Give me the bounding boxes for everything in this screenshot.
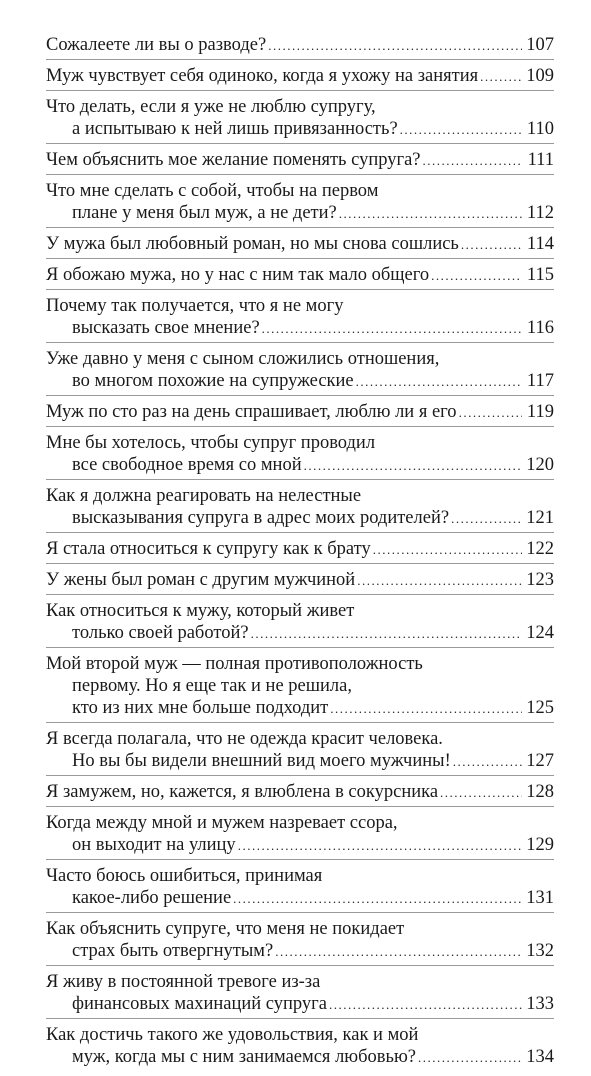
- toc-entry-title: Сожалеете ли вы о разводе?: [46, 35, 267, 55]
- toc-entry-line: [46, 34, 554, 57]
- toc-entry-title: высказать свое мнение?: [72, 318, 260, 338]
- dot-leader: [339, 203, 522, 225]
- toc-entry-title: Почему так получается, что я не могу: [46, 296, 344, 316]
- toc-entry[interactable]: [46, 401, 554, 427]
- toc-entry-line: [46, 834, 554, 857]
- toc-entry-title: все свободное время со мной: [72, 455, 302, 475]
- toc-page-number: 117: [526, 371, 554, 391]
- toc-entry[interactable]: [46, 180, 554, 228]
- toc-entry-line: [46, 1024, 554, 1046]
- toc-entry-line: [46, 728, 554, 750]
- toc-entry[interactable]: [46, 485, 554, 533]
- toc-entry-line: [46, 485, 554, 507]
- table-of-contents: [46, 34, 554, 1076]
- toc-entry-title: Я живу в постоянной тревоге из-за: [46, 972, 321, 992]
- toc-entry[interactable]: [46, 781, 554, 807]
- toc-entry-line: [46, 295, 554, 317]
- toc-entry-title: Как достичь такого же удовольствия, как и мой: [46, 1025, 419, 1045]
- toc-entry-line: [46, 697, 554, 720]
- toc-page-number: 120: [526, 455, 554, 475]
- toc-entry[interactable]: [46, 295, 554, 343]
- toc-entry-title: Как относиться к мужу, который живет: [46, 601, 355, 621]
- toc-page-number: 107: [526, 35, 554, 55]
- toc-entry-title: Что делать, если я уже не люблю супругу,: [46, 97, 376, 117]
- toc-entry-line: [46, 149, 554, 172]
- dot-leader: [262, 318, 522, 340]
- toc-entry-line: [46, 569, 554, 592]
- toc-entry-line: [46, 317, 554, 340]
- dot-leader: [400, 119, 522, 141]
- toc-entry[interactable]: [46, 865, 554, 913]
- toc-page-number: 129: [526, 835, 554, 855]
- toc-entry-title: Чем объяснить мое желание поменять супруга?: [46, 150, 421, 170]
- dot-leader: [233, 888, 522, 910]
- toc-entry-line: [46, 1046, 554, 1069]
- toc-entry[interactable]: [46, 96, 554, 144]
- toc-entry[interactable]: [46, 233, 554, 259]
- toc-page-number: 122: [526, 539, 554, 559]
- toc-page-number: 116: [526, 318, 554, 338]
- toc-entry-title: Часто боюсь ошибиться, принимая: [46, 866, 323, 886]
- toc-entry-title: У мужа был любовный роман, но мы снова сошлись: [46, 234, 459, 254]
- toc-entry[interactable]: [46, 600, 554, 648]
- toc-entry[interactable]: [46, 34, 554, 60]
- dot-leader: [238, 835, 522, 857]
- toc-page-number: 132: [526, 941, 554, 961]
- dot-leader: [453, 751, 522, 773]
- toc-page-number: 109: [526, 66, 554, 86]
- toc-entry-title: страх быть отвергнутым?: [72, 941, 274, 961]
- dot-leader: [329, 994, 522, 1016]
- dot-leader: [440, 782, 522, 804]
- toc-entry-line: [46, 233, 554, 256]
- toc-entry-line: [46, 348, 554, 370]
- toc-entry[interactable]: [46, 264, 554, 290]
- toc-entry-line: [46, 653, 554, 675]
- toc-entry-line: [46, 401, 554, 424]
- toc-entry[interactable]: [46, 812, 554, 860]
- toc-entry-title: Муж чувствует себя одиноко, когда я ухожу на занятия: [46, 66, 479, 86]
- toc-entry[interactable]: [46, 149, 554, 175]
- dot-leader: [275, 941, 522, 963]
- toc-entry-line: [46, 675, 554, 697]
- toc-entry-title: Мне бы хотелось, чтобы супруг проводил: [46, 433, 376, 453]
- toc-page-number: 124: [526, 623, 554, 643]
- toc-entry-title: Муж по сто раз на день спрашивает, люблю ли я его: [46, 402, 457, 422]
- toc-entry-title: Что мне сделать с собой, чтобы на первом: [46, 181, 379, 201]
- toc-entry-line: [46, 538, 554, 561]
- toc-entry-title: высказывания супруга в адрес моих родителей?: [72, 508, 450, 528]
- toc-entry[interactable]: [46, 918, 554, 966]
- toc-entry[interactable]: [46, 538, 554, 564]
- toc-entry-title: кто из них мне больше подходит: [72, 698, 329, 718]
- toc-entry-line: [46, 918, 554, 940]
- toc-entry[interactable]: [46, 1024, 554, 1071]
- toc-page-number: 121: [526, 508, 554, 528]
- dot-leader: [330, 698, 522, 720]
- toc-entry-line: [46, 622, 554, 645]
- toc-entry-line: [46, 781, 554, 804]
- toc-entry-title: Когда между мной и мужем назревает ссора,: [46, 813, 398, 833]
- dot-leader: [373, 539, 522, 561]
- toc-entry-line: [46, 264, 554, 287]
- toc-entry-line: [46, 454, 554, 477]
- toc-page-number: 119: [526, 402, 554, 422]
- dot-leader: [304, 455, 522, 477]
- toc-entry[interactable]: [46, 432, 554, 480]
- dot-leader: [480, 66, 522, 88]
- toc-entry[interactable]: [46, 728, 554, 776]
- toc-page-number: 114: [526, 234, 554, 254]
- toc-entry-line: [46, 96, 554, 118]
- toc-entry-line: [46, 940, 554, 963]
- dot-leader: [356, 371, 522, 393]
- dot-leader: [461, 234, 522, 256]
- toc-entry-title: Как объяснить супруге, что меня не покидает: [46, 919, 405, 939]
- dot-leader: [251, 623, 522, 645]
- toc-entry-title: первому. Но я еще так и не решила,: [72, 676, 352, 696]
- toc-entry-title: муж, когда мы с ним занимаемся любовью?: [72, 1047, 416, 1067]
- toc-page-number: 115: [526, 265, 554, 285]
- toc-entry[interactable]: [46, 971, 554, 1019]
- toc-entry-title: финансовых махинаций супруга: [72, 994, 327, 1014]
- toc-entry-line: [46, 993, 554, 1016]
- toc-entry-line: [46, 202, 554, 225]
- toc-entry-line: [46, 118, 554, 141]
- dot-leader: [357, 570, 522, 592]
- toc-entry-line: [46, 887, 554, 910]
- toc-page-number: 134: [526, 1047, 554, 1067]
- toc-entry[interactable]: [46, 569, 554, 595]
- toc-entry-title: Но вы бы видели внешний вид моего мужчины!: [72, 751, 451, 771]
- dot-leader: [431, 265, 522, 287]
- toc-page-number: 128: [526, 782, 554, 802]
- dot-leader: [423, 150, 522, 172]
- toc-entry-line: [46, 812, 554, 834]
- toc-entry-title: Я замужем, но, кажется, я влюблена в сокурсника: [46, 782, 439, 802]
- toc-entry-line: [46, 65, 554, 88]
- toc-entry-line: [46, 180, 554, 202]
- toc-entry-title: Я обожаю мужа, но у нас с ним так мало общего: [46, 265, 430, 285]
- toc-page-number: 111: [527, 150, 554, 170]
- toc-page-number: 133: [526, 994, 554, 1014]
- toc-page-number: 110: [526, 119, 554, 139]
- toc-page-number: 125: [526, 698, 554, 718]
- toc-entry-title: Я стала относиться к супругу как к брату: [46, 539, 371, 559]
- toc-entry-line: [46, 432, 554, 454]
- toc-entry-title: Мой второй муж — полная противоположность: [46, 654, 423, 674]
- toc-entry-line: [46, 600, 554, 622]
- toc-entry-line: [46, 750, 554, 773]
- toc-entry-line: [46, 507, 554, 530]
- toc-entry-title: Как я должна реагировать на нелестные: [46, 486, 362, 506]
- toc-entry-title: только своей работой?: [72, 623, 249, 643]
- dot-leader: [268, 35, 522, 57]
- toc-page-number: 127: [526, 751, 554, 771]
- toc-entry-line: [46, 865, 554, 887]
- toc-entry[interactable]: [46, 65, 554, 91]
- toc-entry-title: У жены был роман с другим мужчиной: [46, 570, 356, 590]
- toc-page-number: 131: [526, 888, 554, 908]
- dot-leader: [451, 508, 522, 530]
- toc-entry-title: Уже давно у меня с сыном сложились отношения,: [46, 349, 440, 369]
- toc-entry-line: [46, 971, 554, 993]
- toc-entry[interactable]: [46, 348, 554, 396]
- toc-entry-line: [46, 370, 554, 393]
- toc-entry-title: он выходит на улицу: [72, 835, 236, 855]
- dot-leader: [459, 402, 522, 424]
- toc-entry-title: какое-либо решение: [72, 888, 232, 908]
- dot-leader: [418, 1047, 522, 1069]
- toc-entry-title: Я всегда полагала, что не одежда красит человека.: [46, 729, 443, 749]
- toc-entry-title: а испытываю к ней лишь привязанность?: [72, 119, 398, 139]
- toc-entry[interactable]: [46, 653, 554, 723]
- toc-entry-title: плане у меня был муж, а не дети?: [72, 203, 337, 223]
- toc-page-number: 112: [526, 203, 554, 223]
- toc-page-number: 123: [526, 570, 554, 590]
- toc-entry-title: во многом похожие на супружеские: [72, 371, 354, 391]
